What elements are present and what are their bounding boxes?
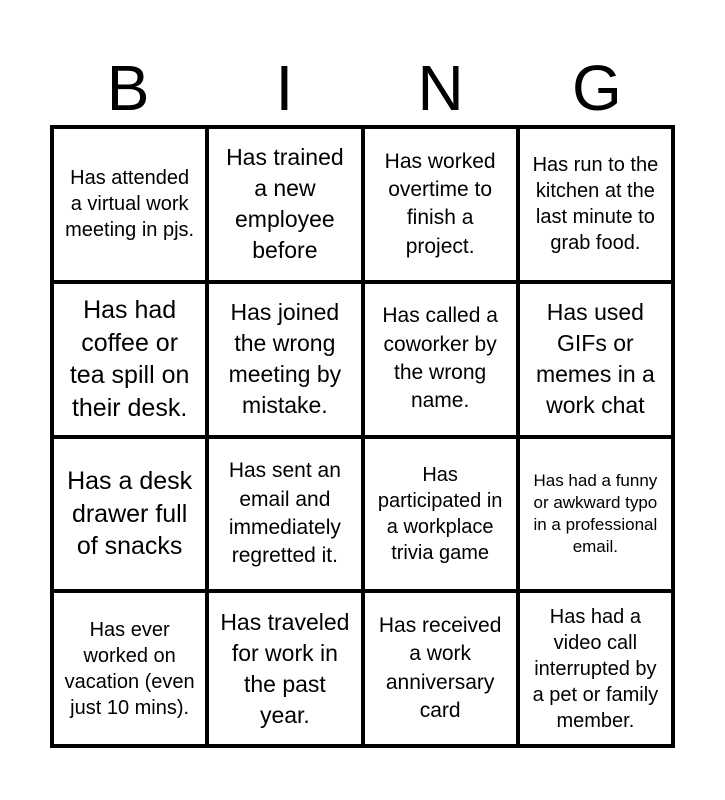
header-letter-i: I: [275, 52, 294, 124]
bingo-cell[interactable]: Has worked overtime to finish a project.: [365, 129, 516, 280]
bingo-cell[interactable]: Has traveled for work in the past year.: [209, 593, 360, 744]
bingo-cell[interactable]: Has used GIFs or memes in a work chat: [520, 284, 671, 435]
header-letter-g: G: [571, 52, 622, 124]
bingo-cell[interactable]: Has ever worked on vacation (even just 10 mins).: [54, 593, 205, 744]
bingo-cell[interactable]: Has run to the kitchen at the last minute to grab food.: [520, 129, 671, 280]
bingo-cell[interactable]: Has joined the wrong meeting by mistake.: [209, 284, 360, 435]
bingo-cell[interactable]: Has had a funny or awkward typo in a professional email.: [520, 439, 671, 590]
bingo-cell[interactable]: Has sent an email and immediately regretted it.: [209, 439, 360, 590]
bingo-cell[interactable]: Has received a work anniversary card: [365, 593, 516, 744]
bingo-cell[interactable]: Has had coffee or tea spill on their desk.: [54, 284, 205, 435]
header-letter-b: B: [106, 52, 150, 124]
header-letter-n: N: [417, 52, 464, 124]
bingo-board: [50, 125, 675, 748]
bingo-header: [50, 52, 675, 124]
bingo-cell[interactable]: Has had a video call interrupted by a pet or family member.: [520, 593, 671, 744]
bingo-cell[interactable]: Has participated in a workplace trivia game: [365, 439, 516, 590]
bingo-cell[interactable]: Has a desk drawer full of snacks: [54, 439, 205, 590]
bingo-cell[interactable]: Has trained a new employee before: [209, 129, 360, 280]
bingo-cell[interactable]: Has attended a virtual work meeting in pjs.: [54, 129, 205, 280]
bingo-cell[interactable]: Has called a coworker by the wrong name.: [365, 284, 516, 435]
